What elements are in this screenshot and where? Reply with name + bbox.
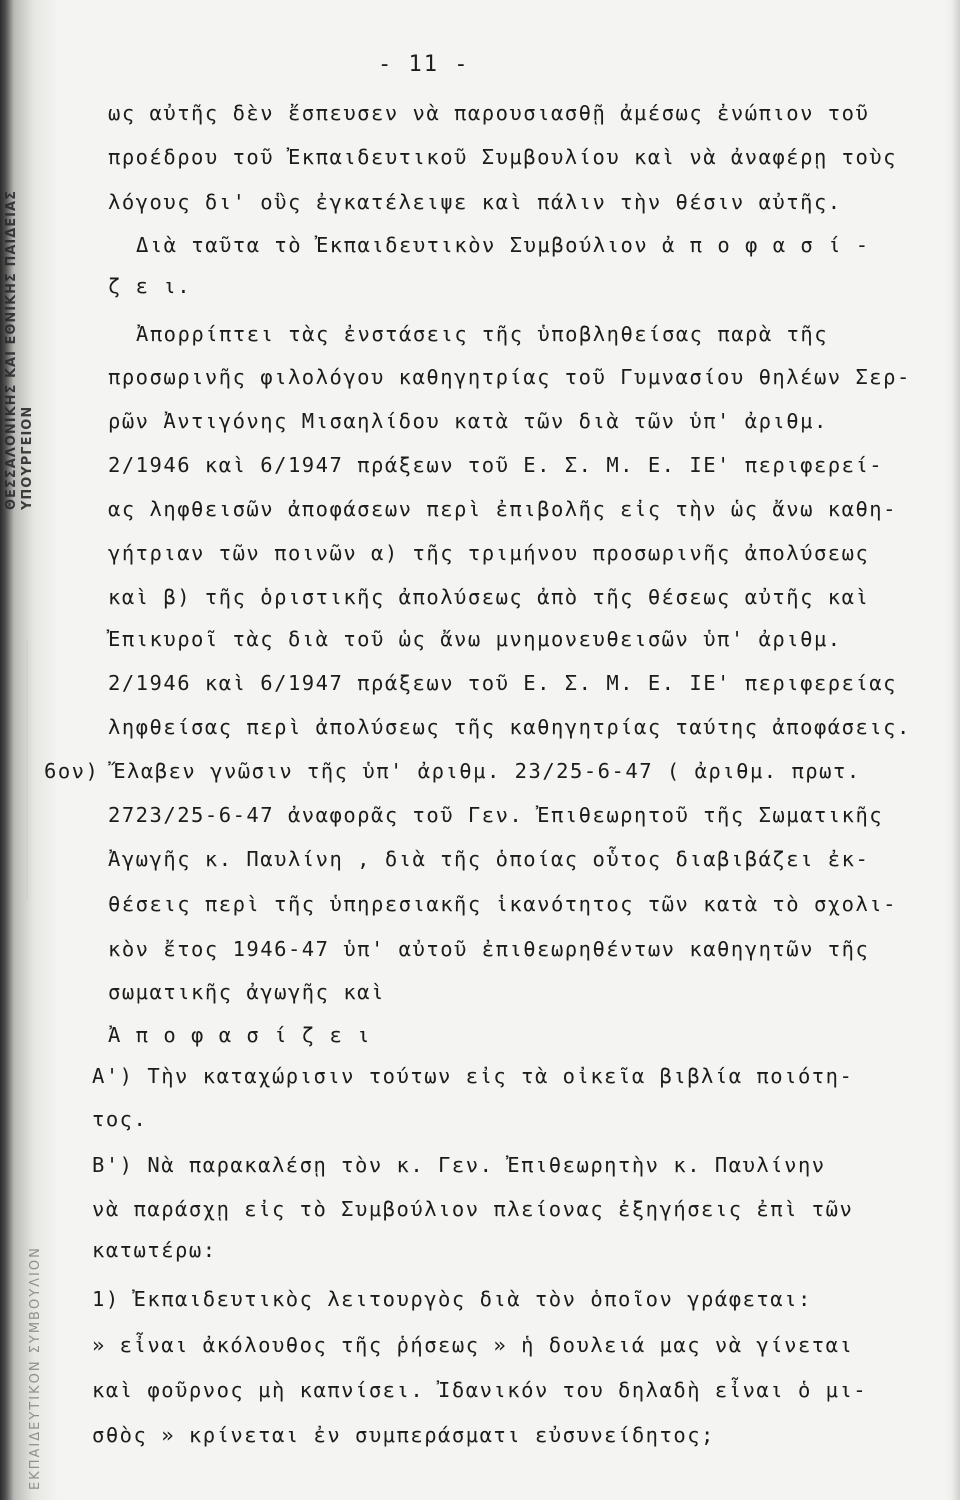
text-line: 2/1946 καὶ 6/1947 πράξεων τοῦ Ε. Σ. Μ. Ε. ΙΕ' περιφερείας — [108, 671, 897, 695]
text-line: ζ ε ι. — [108, 274, 192, 298]
text-line: προσωρινῆς φιλολόγου καθηγητρίας τοῦ Γυμνασίου θηλέων Σερ- — [108, 365, 911, 389]
text-line: προέδρου τοῦ Ἐκπαιδευτικοῦ Συμβουλίου καὶ νὰ ἀναφέρῃ τοὺς — [108, 145, 897, 169]
text-line: τος. — [92, 1107, 148, 1131]
text-line: Ἀ π ο φ α σ ί ζ ε ι — [108, 1023, 371, 1047]
text-line: ας ληφθεισῶν ἀποφάσεων περὶ ἐπιβολῆς εἰς τὴν ὡς ἄνω καθη- — [108, 497, 897, 521]
page-number: - 11 - — [378, 52, 470, 77]
text-line: λόγους δι' οὓς ἐγκατέλειψε καὶ πάλιν τὴν θέσιν αὐτῆς. — [108, 190, 842, 214]
text-line: Ἐπικυροῖ τὰς διὰ τοῦ ὡς ἄνω μνημονευθεισῶν ὑπ' ἀριθμ. — [108, 627, 842, 651]
binding-stamp — [4, 80, 54, 510]
text-line: Ἀγωγῆς κ. Παυλίνη , διὰ τῆς ὁποίας οὗτος διαβιβάζει ἐκ- — [108, 847, 870, 871]
text-line: 2/1946 καὶ 6/1947 πράξεων τοῦ Ε. Σ. Μ. Ε. ΙΕ' περιφερεί- — [108, 453, 884, 477]
text-line: καὶ β) τῆς ὁριστικῆς ἀπολύσεως ἀπὸ τῆς θέσεως αὐτῆς καὶ — [108, 585, 870, 609]
binding-stamp-lower: ΕΚΠΑΙΔΕΥΤΙΚΟΝ ΣΥΜΒΟΥΛΙΟΝ — [28, 1246, 43, 1490]
page-right-edge — [946, 0, 960, 1500]
text-line: 6ον) Ἔλαβεν γνῶσιν τῆς ὑπ' ἀριθμ. 23/25-6-47 ( ἀριθμ. πρωτ. — [44, 759, 861, 783]
text-line: θέσεις περὶ τῆς ὑπηρεσιακῆς ἱκανότητος τῶν κατὰ τὸ σχολι- — [108, 892, 897, 916]
text-line: Διὰ ταῦτα τὸ Ἐκπαιδευτικὸν Συμβούλιον ἀ π ο φ α σ ί - — [136, 233, 870, 257]
text-line: κὸν ἔτος 1946-47 ὑπ' αὐτοῦ ἐπιθεωρηθέντων καθηγητῶν τῆς — [108, 937, 870, 961]
text-line: Α') Τὴν καταχώρισιν τούτων εἰς τὰ οἰκεῖα βιβλία ποιότη- — [92, 1064, 854, 1088]
text-line: Β') Νὰ παρακαλέσῃ τὸν κ. Γεν. Ἐπιθεωρητὴν κ. Παυλίνην — [92, 1153, 826, 1177]
text-line: Ἀπορρίπτει τὰς ἐνστάσεις τῆς ὑποβληθείσας παρὰ τῆς — [136, 322, 829, 346]
text-line: » εἶναι ἀκόλουθος τῆς ῥήσεως » ἡ δουλειά μας νὰ γίνεται — [92, 1333, 854, 1357]
text-line: ως αὐτῆς δὲν ἔσπευσεν νὰ παρουσιασθῇ ἀμέσως ἐνώπιον τοῦ — [108, 101, 870, 125]
binding-stamp-line-1: ΘΕΣΣΑΛΟΝΙΚΗΣ ΚΑΙ ΕΘΝΙΚΗΣ ΠΑΙΔΕΙΑΣ — [4, 190, 19, 510]
text-line: ρῶν Ἀντιγόνης Μισαηλίδου κατὰ τῶν διὰ τῶν ὑπ' ἀριθμ. — [108, 409, 828, 433]
text-line: καὶ φοῦρνος μὴ καπνίσει. Ἰδανικόν του δηλαδὴ εἶναι ὁ μι- — [92, 1378, 868, 1402]
text-line: σωματικῆς ἀγωγῆς καὶ — [108, 980, 385, 1004]
text-line: γήτριαν τῶν ποινῶν α) τῆς τριμήνου προσωρινῆς ἀπολύσεως — [108, 541, 870, 565]
text-line: σθὸς » κρίνεται ἐν συμπεράσματι εὐσυνείδητος; — [92, 1423, 715, 1447]
binding-stamp-line-2: ΥΠΟΥΡΓΕΙΟΝ — [20, 405, 35, 510]
text-line: κατωτέρω: — [92, 1238, 217, 1262]
text-line: ληφθείσας περὶ ἀπολύσεως τῆς καθηγητρίας ταύτης ἀποφάσεις. — [108, 715, 911, 739]
text-line: νὰ παράσχῃ εἰς τὸ Συμβούλιον πλείονας ἐξηγήσεις ἐπὶ τῶν — [92, 1197, 854, 1221]
text-line: 1) Ἐκπαιδευτικὸς λειτουργὸς διὰ τὸν ὁποῖον γράφεται: — [92, 1287, 812, 1311]
text-line: 2723/25-6-47 ἀναφορᾶς τοῦ Γεν. Ἐπιθεωρητοῦ τῆς Σωματικῆς — [108, 803, 884, 827]
